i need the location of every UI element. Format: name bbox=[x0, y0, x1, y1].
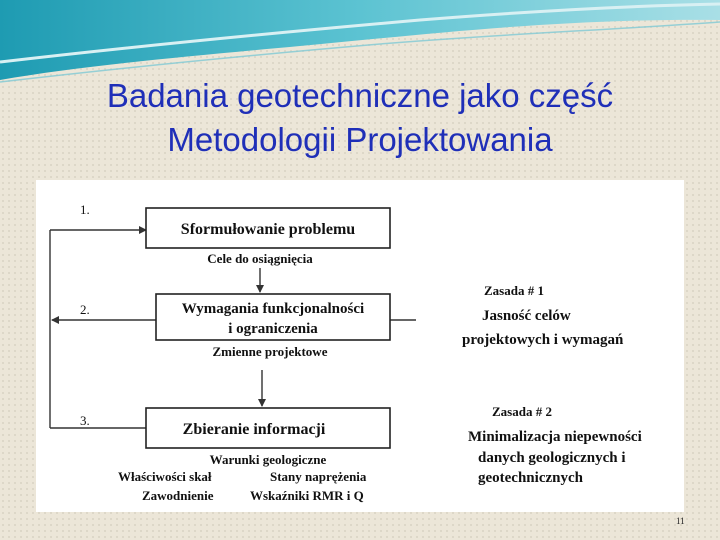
wave-band bbox=[0, 0, 720, 80]
step-3-output: Warunki geologiczne bbox=[209, 452, 327, 467]
principle-2-line-1: Minimalizacja niepewności bbox=[468, 429, 642, 445]
principle-1-line-2: projektowych i wymagań bbox=[462, 332, 624, 348]
step-2-label-line-1: Wymagania funkcjonalności bbox=[181, 301, 365, 317]
step-3-label: Zbieranie informacji bbox=[182, 421, 326, 438]
principle-2-heading: Zasada # 2 bbox=[492, 404, 552, 419]
principle-2-line-3: geotechnicznych bbox=[478, 470, 583, 486]
principle-1-heading: Zasada # 1 bbox=[484, 283, 544, 298]
slide-title-line-1: Badania geotechniczne jako część bbox=[106, 77, 614, 114]
step-1-output: Cele do osiągnięcia bbox=[207, 251, 313, 266]
principle-1-line-1: Jasność celów bbox=[482, 308, 571, 324]
step-1-number: 1. bbox=[80, 202, 90, 217]
info-item-rock-properties: Właściwości skał bbox=[118, 469, 212, 484]
info-item-stress-states: Stany naprężenia bbox=[270, 469, 367, 484]
step-1-label: Sformułowanie problemu bbox=[180, 221, 356, 238]
slide-number: 11 bbox=[676, 516, 685, 526]
info-item-rmr-q-indices: Wskaźniki RMR i Q bbox=[250, 488, 364, 503]
step-2-number: 2. bbox=[80, 302, 90, 317]
step-2-label-line-2: i ograniczenia bbox=[228, 321, 318, 337]
slide-title-line-2: Metodologii Projektowania bbox=[167, 121, 553, 158]
info-item-water-inflow: Zawodnienie bbox=[142, 488, 214, 503]
step-2-output: Zmienne projektowe bbox=[212, 344, 328, 359]
design-methodology-figure bbox=[36, 180, 684, 512]
principle-2-line-2: danych geologicznych i bbox=[478, 450, 626, 466]
step-3-number: 3. bbox=[80, 413, 90, 428]
slide-title bbox=[0, 74, 720, 162]
flow-diagram bbox=[36, 180, 684, 512]
